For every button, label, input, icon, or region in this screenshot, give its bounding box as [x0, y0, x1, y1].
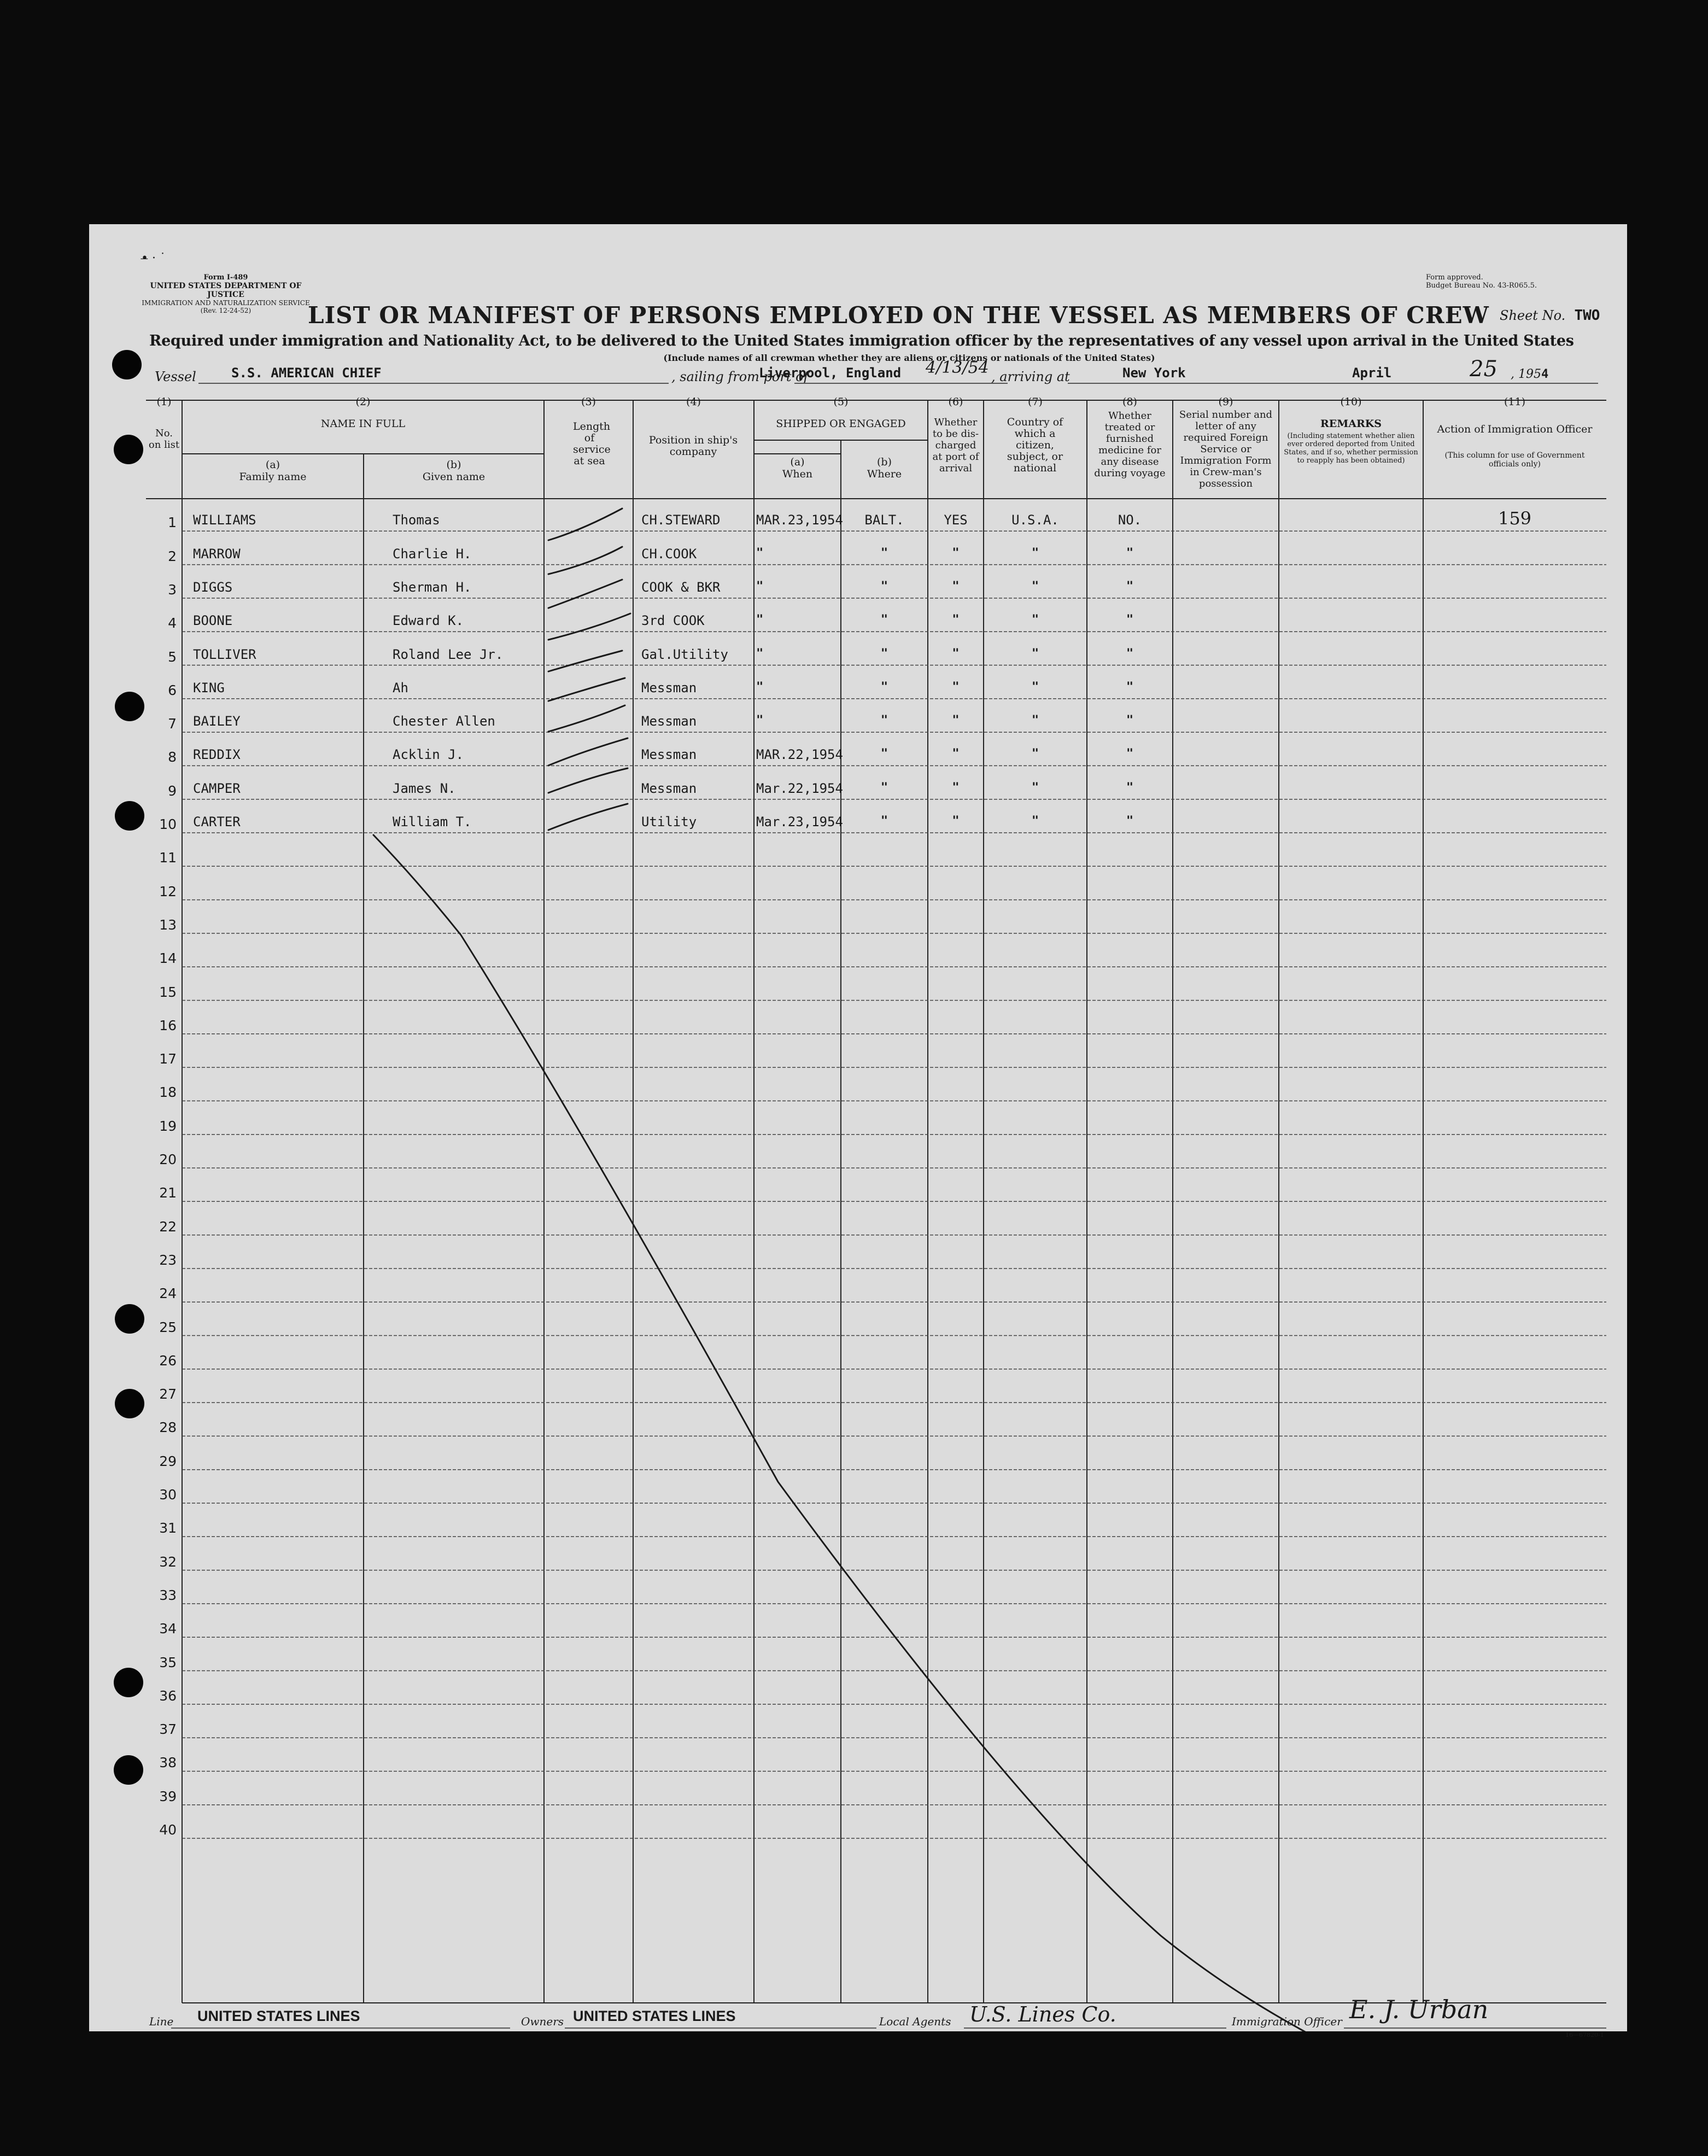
position-cell: 3rd COOK [641, 613, 705, 629]
country-cell: " [1031, 814, 1039, 828]
medicine-cell: " [1126, 714, 1134, 728]
position-cell: Messman [641, 680, 697, 696]
row-number: 28 [159, 1419, 177, 1436]
medicine-cell: " [1126, 780, 1134, 794]
row-number: 37 [159, 1721, 177, 1738]
row-number: 21 [159, 1185, 177, 1201]
shipped-when-cell: MAR.23,1954 [756, 512, 843, 528]
shipped-when-cell: " [756, 714, 764, 728]
handwritten-date: 4/13/54 [926, 358, 989, 377]
row-number: 16 [159, 1017, 177, 1033]
row-number: 36 [159, 1687, 177, 1704]
owners-underline [565, 2028, 876, 2029]
row-number: 17 [159, 1051, 177, 1067]
col8-num: (8) [1122, 396, 1137, 408]
family-name-cell: WILLIAMS [193, 512, 256, 528]
country-cell: " [1031, 613, 1039, 627]
country-cell: " [1031, 714, 1039, 728]
medicine-cell: " [1126, 613, 1134, 627]
discharged-cell: " [952, 546, 960, 560]
col10-note: (Including statement whether alien ever ordered deported from United States, and if so, whether permission to reapply has been obtained) [1284, 432, 1418, 465]
row-number: 2 [168, 548, 177, 564]
shipped-where-cell: " [880, 613, 888, 627]
col5a-letter: (a) [790, 456, 805, 468]
family-name-cell: REDDIX [193, 747, 241, 763]
family-name-cell: KING [193, 680, 225, 696]
col5b-letter: (b) [877, 456, 892, 468]
shipped-where-cell: " [880, 714, 888, 728]
given-name-cell: Sherman H. [393, 579, 472, 595]
agents-underline [964, 2028, 1226, 2029]
shipped-when-cell: " [756, 579, 764, 593]
row-number: 11 [159, 850, 177, 866]
position-cell: COOK & BKR [641, 579, 721, 595]
punch-hole [115, 692, 144, 721]
shipped-where-cell: BALT. [864, 512, 904, 528]
row-number: 23 [159, 1252, 177, 1268]
given-name-cell: William T. [393, 814, 472, 829]
row-number: 31 [159, 1520, 177, 1536]
page-title: LIST OR MANIFEST OF PERSONS EMPLOYED ON THE VESSEL AS MEMBERS OF CREW [308, 302, 1489, 329]
family-name-cell: MARROW [193, 546, 241, 562]
col2-heading: NAME IN FULL [320, 418, 406, 430]
row-number: 6 [168, 682, 177, 698]
shipped-where-cell: " [880, 546, 888, 560]
officer-action-cell: 159 [1498, 508, 1532, 529]
owners-label: Owners [521, 2015, 564, 2028]
position-cell: Messman [641, 747, 697, 763]
row-number: 7 [168, 716, 177, 732]
col11-heading: Action of Immigration Officer [1437, 423, 1593, 435]
given-name-cell: Ah [393, 680, 408, 696]
punch-hole [112, 350, 142, 379]
officer-signature: E. J. Urban [1349, 1995, 1489, 2024]
instruction-note: (Include names of all crewman whether they are aliens or citizens or nationals of the United States) [663, 353, 1155, 363]
col9-num: (9) [1218, 396, 1233, 408]
country-cell: " [1031, 780, 1039, 794]
col11-note: (This column for use of Government officials only) [1444, 451, 1585, 469]
agents-value: U.S. Lines Co. [969, 2002, 1116, 2026]
vessel-label: Vessel [155, 369, 196, 384]
shipped-where-cell: " [880, 680, 888, 694]
row-number: 8 [168, 749, 177, 766]
position-cell: Messman [641, 780, 697, 796]
medicine-cell: " [1126, 579, 1134, 593]
arrival-day: 25 [1470, 357, 1498, 382]
col4-num: (4) [686, 396, 701, 408]
given-name-cell: Roland Lee Jr. [393, 646, 504, 662]
row-number: 18 [159, 1084, 177, 1101]
punch-hole [114, 435, 143, 464]
owners-value: UNITED STATES LINES [573, 2008, 736, 2024]
arrival-port: New York [1122, 365, 1186, 381]
col8-heading: Whether treated or furnished medicine for any disease during voyage [1094, 410, 1166, 479]
country-cell: " [1031, 579, 1039, 593]
punch-hole [114, 1668, 143, 1697]
shipped-where-cell: " [880, 646, 888, 661]
shipped-when-cell: " [756, 680, 764, 694]
col2a-letter: (a) [265, 459, 280, 471]
punch-hole [115, 1304, 144, 1334]
shipped-when-cell: MAR.22,1954 [756, 747, 843, 763]
officer-label: Immigration Officer [1232, 2015, 1342, 2028]
discharged-cell: " [952, 646, 960, 661]
row-number: 10 [159, 816, 177, 832]
departure-port: Liverpool, England [759, 365, 902, 381]
row-number: 25 [159, 1319, 177, 1335]
given-name-cell: Edward K. [393, 613, 464, 629]
row-number: 4 [168, 615, 177, 632]
col7-num: (7) [1028, 396, 1043, 408]
row-number: 33 [159, 1587, 177, 1603]
position-cell: Gal.Utility [641, 646, 728, 662]
sailing-label: , sailing from port of [671, 369, 809, 384]
row-number: 14 [159, 950, 177, 967]
col5b-heading: Where [867, 468, 902, 480]
shipped-where-cell: " [880, 579, 888, 593]
col9-heading: Serial number and letter of any required Foreign Service or Immigration Form in Crew-man's possession [1179, 409, 1273, 489]
col10-heading: REMARKS [1320, 418, 1382, 430]
row-number: 30 [159, 1487, 177, 1503]
service-checkmarks [373, 509, 1363, 2031]
row-number: 20 [159, 1152, 177, 1167]
punch-hole [115, 801, 144, 831]
country-cell: U.S.A. [1011, 512, 1059, 528]
col2a-heading: Family name [239, 471, 307, 483]
row-number: 1 [168, 515, 177, 531]
family-name-cell: TOLLIVER [193, 646, 256, 662]
col4-heading: Position in ship's company [648, 434, 738, 458]
discharged-cell: " [952, 613, 960, 627]
punch-hole [114, 1755, 143, 1785]
form-approved: Form approved. [1426, 273, 1483, 282]
family-name-cell: DIGGS [193, 579, 233, 595]
officer-underline [1344, 2028, 1606, 2029]
manifest-sheet [89, 224, 1627, 2038]
shipped-when-cell: " [756, 646, 764, 661]
service: IMMIGRATION AND NATURALIZATION SERVICE [142, 299, 310, 307]
discharged-cell: " [952, 814, 960, 828]
row-number: 35 [159, 1654, 177, 1670]
col2b-letter: (b) [446, 459, 461, 471]
country-cell: " [1031, 546, 1039, 560]
row-number: 5 [168, 648, 177, 665]
row-number: 22 [159, 1218, 177, 1235]
position-cell: CH.COOK [641, 546, 697, 562]
col5-heading: SHIPPED OR ENGAGED [776, 418, 906, 430]
given-name-cell: Chester Allen [393, 714, 495, 729]
medicine-cell: " [1126, 680, 1134, 694]
country-cell: " [1031, 646, 1039, 661]
stray-mark: •̶ · ˙ [141, 252, 166, 265]
row-number: 3 [168, 581, 177, 598]
crew-table-grid [89, 224, 1627, 2031]
shipped-where-cell: " [880, 780, 888, 794]
shipped-when-cell: " [756, 613, 764, 627]
printer-code: 16—67820-1 [1565, 2031, 1604, 2038]
medicine-cell: " [1126, 546, 1134, 560]
line-underline [171, 2028, 510, 2029]
discharged-cell: " [952, 780, 960, 794]
col7-heading: Country of which a citizen, subject, or national [1007, 416, 1063, 474]
shipped-when-cell: " [756, 546, 764, 560]
form-number: Form I-489 [203, 273, 248, 282]
given-name-cell: Thomas [393, 512, 440, 528]
punch-hole [115, 1389, 144, 1418]
col5-num: (5) [833, 396, 849, 408]
shipped-when-cell: Mar.22,1954 [756, 780, 843, 796]
discharged-cell: " [952, 579, 960, 593]
family-name-cell: CARTER [193, 814, 241, 829]
discharged-cell: " [952, 680, 960, 694]
col3-num: (3) [581, 396, 596, 408]
line-value: UNITED STATES LINES [197, 2008, 360, 2024]
row-number: 12 [159, 883, 177, 899]
discharged-cell: YES [944, 512, 968, 528]
agents-label: Local Agents [879, 2015, 951, 2028]
medicine-cell: NO. [1118, 512, 1142, 528]
row-number: 34 [159, 1621, 177, 1637]
year-prefix: , 195 [1511, 367, 1541, 381]
col2-num: (2) [355, 396, 371, 408]
col6-num: (6) [948, 396, 963, 408]
row-number: 27 [159, 1386, 177, 1403]
row-number: 24 [159, 1286, 177, 1302]
discharged-cell: " [952, 747, 960, 761]
vessel-name: S.S. AMERICAN CHIEF [231, 365, 382, 381]
col3-heading: Length of service at sea [573, 420, 611, 467]
family-name-cell: BAILEY [193, 714, 241, 729]
position-cell: CH.STEWARD [641, 512, 721, 528]
position-cell: Messman [641, 714, 697, 729]
line-label: Line [149, 2015, 174, 2028]
col1-heading: No. on list [148, 428, 180, 451]
position-cell: Utility [641, 814, 697, 829]
year-suffix: 4 [1541, 367, 1549, 381]
family-name-cell: BOONE [193, 613, 233, 629]
revision: (Rev. 12-24-52) [200, 307, 251, 314]
col6-heading: Whether to be dis-charged at port of arrival [932, 417, 979, 474]
subtitle: Required under immigration and Nationality Act, to be delivered to the United States immigration officer by the representatives of any vessel upon arrival in the United States [149, 332, 1574, 349]
family-name-cell: CAMPER [193, 780, 241, 796]
sheet-value: TWO [1574, 307, 1600, 324]
col2b-heading: Given name [422, 471, 486, 483]
row-number: 26 [159, 1352, 177, 1369]
shipped-when-cell: Mar.23,1954 [756, 814, 843, 829]
row-number: 9 [168, 782, 177, 799]
budget-bureau: Budget Bureau No. 43-R065.5. [1426, 282, 1537, 290]
country-cell: " [1031, 747, 1039, 761]
shipped-where-cell: " [880, 814, 888, 828]
row-number: 32 [159, 1553, 177, 1570]
row-number: 29 [159, 1453, 177, 1469]
medicine-cell: " [1126, 814, 1134, 828]
col1-num: (1) [156, 396, 172, 408]
row-number: 38 [159, 1755, 177, 1771]
sheet-label: Sheet No. [1500, 308, 1566, 323]
given-name-cell: James N. [393, 780, 456, 796]
department: UNITED STATES DEPARTMENT OF JUSTICE [150, 282, 302, 299]
medicine-cell: " [1126, 646, 1134, 661]
col10-num: (10) [1340, 396, 1362, 408]
row-number: 15 [159, 984, 177, 1000]
discharged-cell: " [952, 714, 960, 728]
row-number: 19 [159, 1118, 177, 1134]
col5a-heading: When [782, 468, 813, 480]
arrival-month: April [1352, 365, 1392, 381]
row-number: 40 [159, 1822, 177, 1838]
row-number: 39 [159, 1788, 177, 1804]
country-cell: " [1031, 680, 1039, 694]
medicine-cell: " [1126, 747, 1134, 761]
given-name-cell: Acklin J. [393, 747, 464, 763]
row-number: 13 [159, 916, 177, 933]
arriving-label: , arriving at [991, 369, 1070, 384]
shipped-where-cell: " [880, 747, 888, 761]
given-name-cell: Charlie H. [393, 546, 472, 562]
col11-num: (11) [1504, 396, 1525, 408]
